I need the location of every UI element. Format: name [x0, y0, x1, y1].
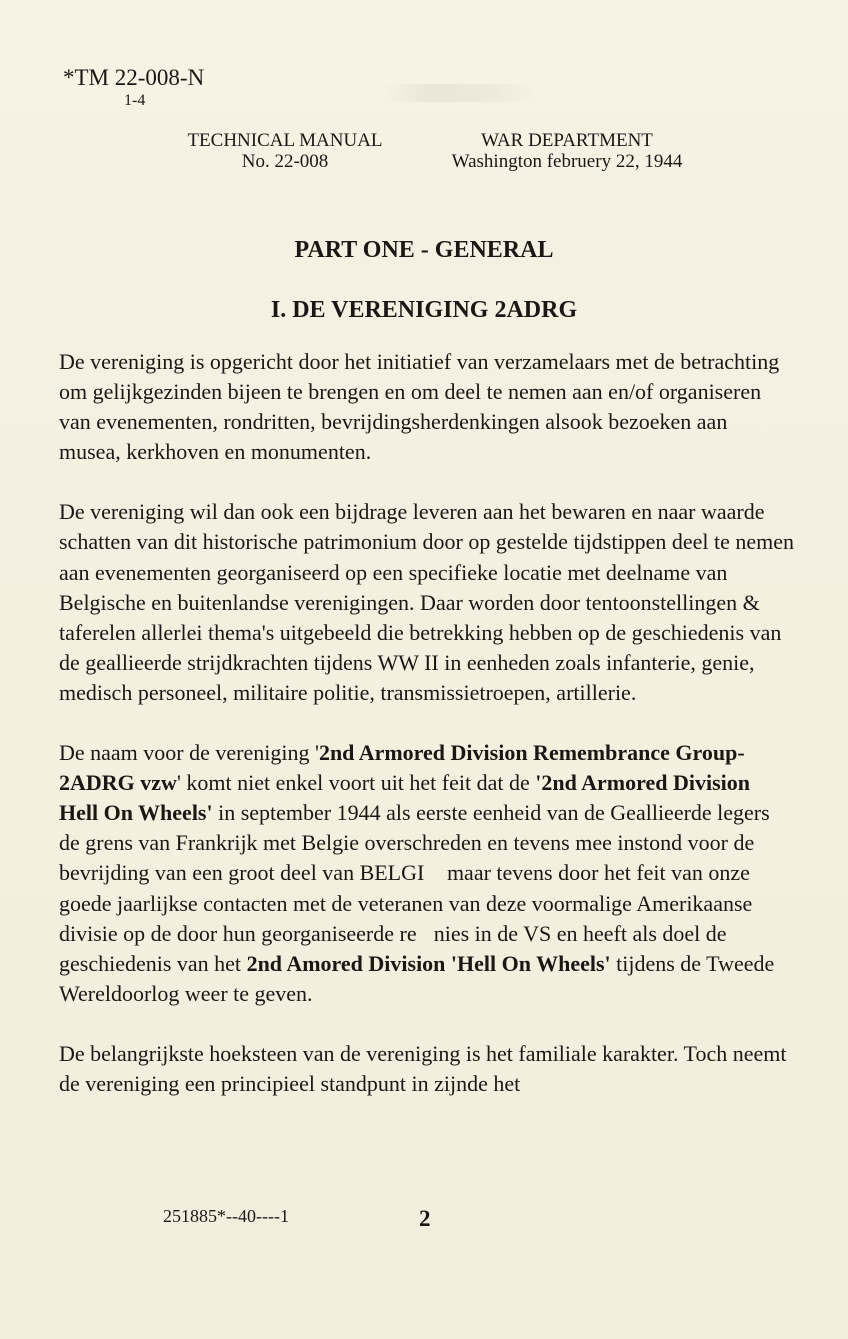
header-left-block: [170, 130, 400, 172]
section-title: I. DE VERENIGING 2ADRG: [270, 297, 578, 323]
faded-stamp-mark: [385, 84, 535, 102]
footer-code: 251885*--40----1: [163, 1206, 289, 1226]
paragraph-3-part-a: De naam voor de vereniging ': [59, 740, 319, 766]
paragraph-3: [59, 738, 794, 1009]
paragraph-3-part-c: ' komt niet enkel voort uit het feit dat de: [176, 770, 536, 796]
body-text: [59, 347, 794, 1129]
paragraph-3-part-g: tijdens de Tweede Wereldoorlog weer te geven.: [59, 950, 775, 1006]
header-right-block: [432, 130, 702, 172]
place-date: Washington februery 22, 1944: [451, 151, 683, 172]
paragraph-3-part-e: in september 1944 als eerste eenheid van de Geallieerde legers de grens van Frankrijk met Belgie overschreden en tevens mee instond voor de bevrijding van een groot deel van BELGI  maar tevens door het feit van onze goede jaarlijkse contacten met de veteranen van deze voormalige Amerikaanse divisie op de door hun georganiseerde re nies in de VS en heeft als doel de geschiedenis van het: [59, 800, 770, 976]
paragraph-4: De belangrijkste hoeksteen van de vereniging is het familiale karakter. Toch neemt de vereniging een principieel standpunt in zijnde het: [59, 1040, 787, 1096]
manual-number: No. 22-008: [241, 151, 329, 172]
paragraph-1: De vereniging is opgericht door het initiatief van verzamelaars met de betrachting om gelijkgezinden bijeen te brengen en om deel te nemen aan en/of organiseren van evenementen, rondritten, bevrijdingsherdenkingen alsook bezoeken aan musea, kerkhoven en monumenten.: [59, 349, 780, 465]
tm-subcode: 1-4: [124, 92, 146, 109]
part-title: PART ONE - GENERAL: [294, 237, 554, 263]
paragraph-3-bold-division: '2nd Armored Division Hell On Wheels': [59, 770, 751, 826]
paragraph-3-bold-division-2: 2nd Amored Division 'Hell On Wheels': [246, 950, 611, 976]
technical-manual-label: TECHNICAL MANUAL: [187, 130, 383, 151]
department-label: WAR DEPARTMENT: [481, 130, 653, 151]
tm-code: *TM 22-008-N: [63, 65, 205, 90]
page-number: 2: [419, 1206, 431, 1231]
paragraph-2: De vereniging wil dan ook een bijdrage leveren aan het bewaren en naar waarde schatten van dit historische patrimonium door op gestelde tijdstippen deel te nemen aan evenementen georganiseerd op een specifieke locatie met deelname van Belgische en buitenlandse verenigingen. Daar worden door tentoonstellingen & taferelen allerlei thema's uitgebeeld die betrekking hebben op de geschiedenis van de geallieerde strijdkrachten tijdens WW II in eenheden zoals infanterie, genie, medisch personeel, militaire politie, transmissietroepen, artillerie.: [59, 499, 794, 705]
paragraph-3-bold-name: 2nd Armored Division Remembrance Group-2ADRG vzw: [59, 740, 745, 796]
